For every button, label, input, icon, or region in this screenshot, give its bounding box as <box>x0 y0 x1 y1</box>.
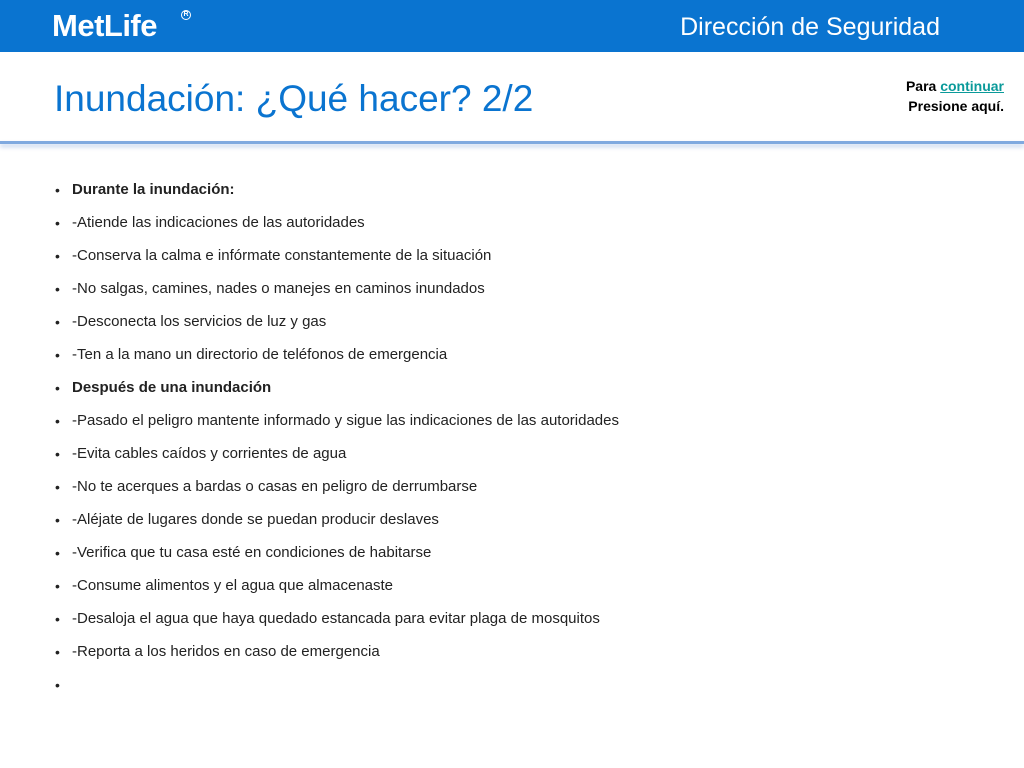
list-item <box>52 209 619 242</box>
list-item <box>52 407 619 440</box>
list-item-text: -Aléjate de lugares donde se puedan producir deslaves <box>72 511 439 528</box>
metlife-logo: MetLife <box>52 8 157 43</box>
list-item <box>52 572 619 605</box>
list-item <box>52 473 619 506</box>
bullet-icon: • <box>55 545 60 561</box>
bullet-icon: • <box>55 380 60 396</box>
bullet-icon: • <box>55 215 60 231</box>
list-item <box>52 638 619 671</box>
header-bar <box>0 0 1024 52</box>
bullet-icon: • <box>55 677 60 693</box>
continue-link[interactable]: continuar <box>940 78 1004 94</box>
bullet-icon: • <box>55 182 60 198</box>
list-item <box>52 605 619 638</box>
list-item-text: -Desconecta los servicios de luz y gas <box>72 313 327 330</box>
continue-line <box>906 76 1004 96</box>
bullet-icon: • <box>55 314 60 330</box>
list-item-text: -Consume alimentos y el agua que almacenaste <box>72 577 394 594</box>
header-divider <box>0 141 1024 144</box>
section-title: Dirección de Seguridad <box>680 13 940 41</box>
list-item-text: -Atiende las indicaciones de las autoridades <box>72 214 365 231</box>
bullet-icon: • <box>55 413 60 429</box>
bullet-icon: • <box>55 281 60 297</box>
continue-instruction: Presione aquí. <box>908 98 1004 114</box>
list-item-text: -Verifica que tu casa esté en condiciones de habitarse <box>72 544 432 561</box>
list-item-text: -Desaloja el agua que haya quedado estancada para evitar plaga de mosquitos <box>72 610 600 627</box>
list-item-text: -Evita cables caídos y corrientes de agua <box>72 445 347 462</box>
list-item <box>52 671 619 704</box>
list-item-text: -Conserva la calma e infórmate constantemente de la situación <box>72 247 492 264</box>
section-heading-item <box>52 176 619 209</box>
bullet-icon: • <box>55 644 60 660</box>
list-item <box>52 440 619 473</box>
list-item <box>52 506 619 539</box>
list-item <box>52 242 619 275</box>
page-title: Inundación: ¿Qué hacer? 2/2 <box>54 78 534 119</box>
list-item-text: Durante la inundación: <box>72 181 235 198</box>
bullet-list <box>52 176 619 704</box>
list-item-text: -Ten a la mano un directorio de teléfonos de emergencia <box>72 346 448 363</box>
list-item-text: -No salgas, camines, nades o manejes en caminos inundados <box>72 280 485 297</box>
bullet-icon: • <box>55 479 60 495</box>
bullet-icon: • <box>55 248 60 264</box>
list-item-text: -No te acerques a bardas o casas en peligro de derrumbarse <box>72 478 478 495</box>
list-item <box>52 539 619 572</box>
list-item <box>52 341 619 374</box>
section-heading-item <box>52 374 619 407</box>
bullet-icon: • <box>55 446 60 462</box>
list-item <box>52 275 619 308</box>
registered-mark-icon: R <box>181 10 191 20</box>
list-item-text: -Pasado el peligro mantente informado y sigue las indicaciones de las autoridades <box>72 412 619 429</box>
list-item-text: -Reporta a los heridos en caso de emergencia <box>72 643 380 660</box>
list-item <box>52 308 619 341</box>
bullet-icon: • <box>55 347 60 363</box>
continue-prefix: Para <box>905 78 937 94</box>
continue-box <box>906 76 1004 116</box>
bullet-icon: • <box>55 512 60 528</box>
bullet-icon: • <box>55 611 60 627</box>
list-item-text: Después de una inundación <box>72 379 272 396</box>
bullet-icon: • <box>55 578 60 594</box>
